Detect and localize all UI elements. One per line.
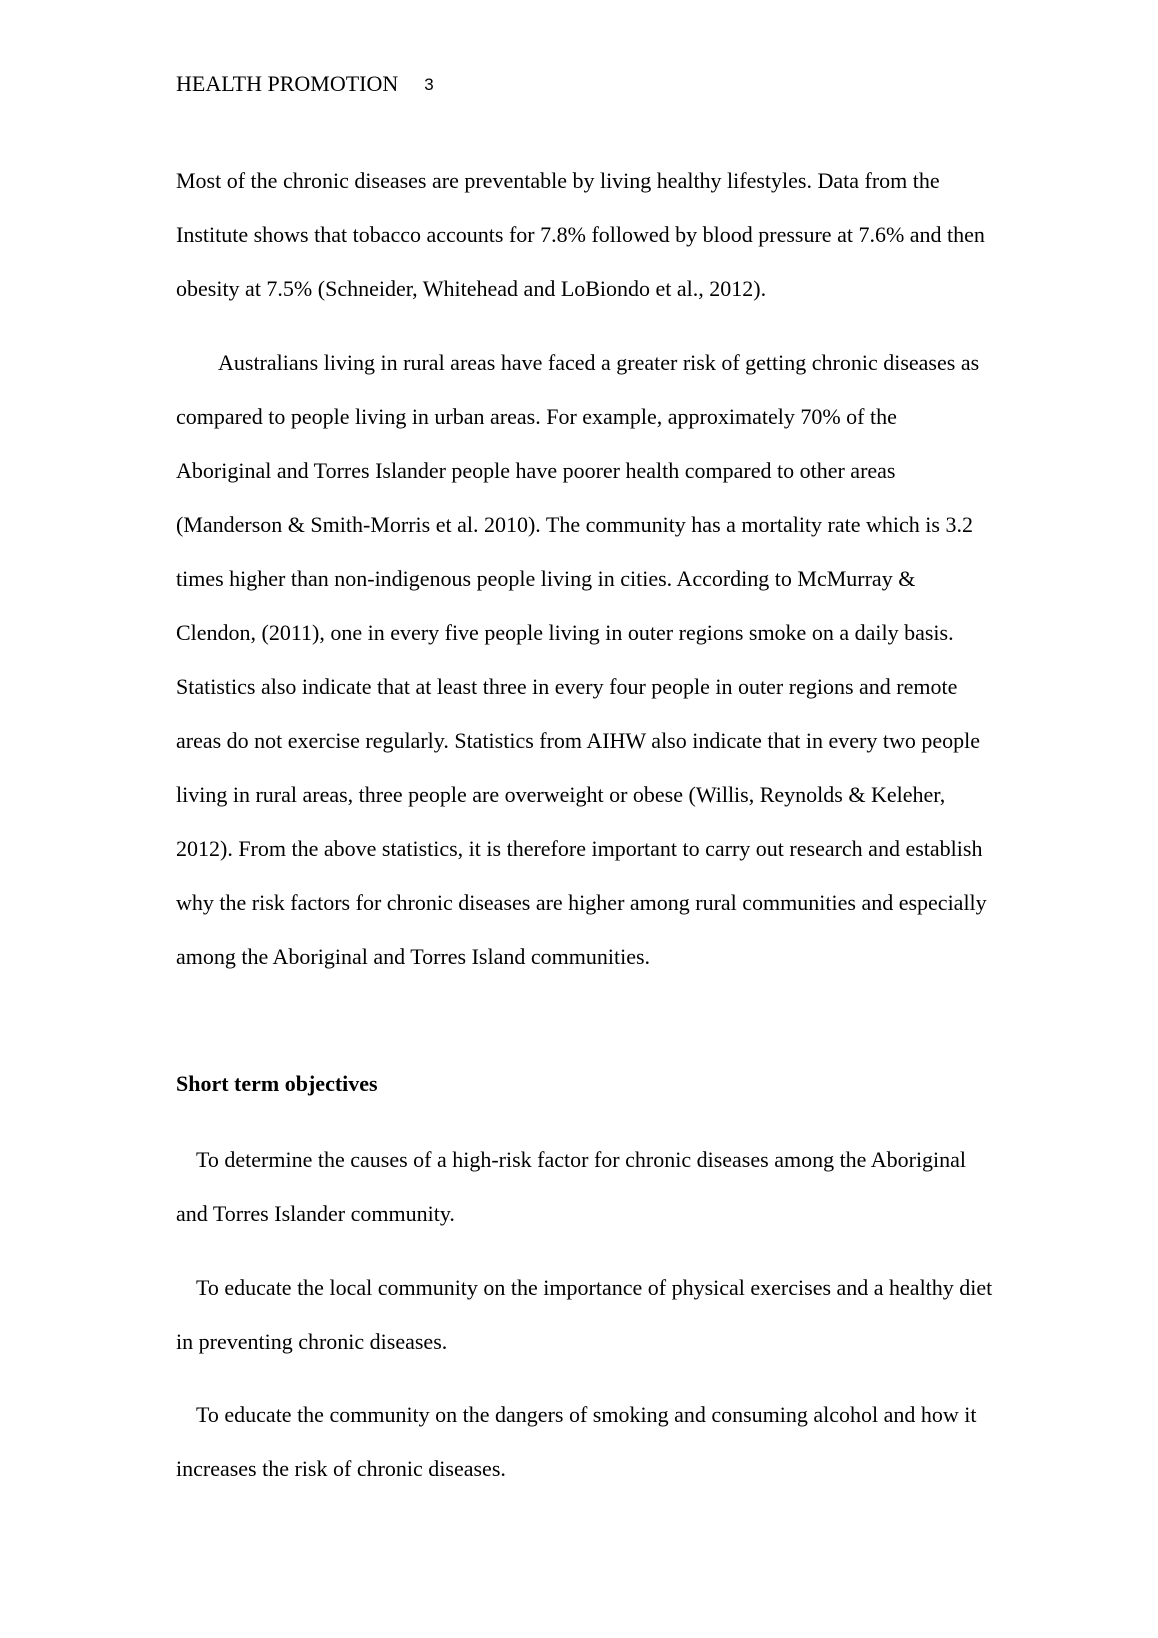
paragraph-rural-risk: Australians living in rural areas have faced a greater risk of getting chronic diseases as compared to people living in urban areas. For example, approximately 70% of the Aboriginal and Torres Islander people have poorer health compared to other areas (Manderson & Smith-Morris et al. 2010). The community has a mortality rate which is 3.2 times higher than non-indigenous people living in cities. According to McMurray & Clendon, (2011), one in every five people living in outer regions smoke on a daily basis. Statistics also indicate that at least three in every four people in outer regions and remote areas do not exercise regularly. Statistics from AIHW also indicate that in every two people living in rural areas, three people are overweight or obese (Willis, Reynolds & Keleher, 2012). From the above statistics, it is therefore important to carry out research and establish why the risk factors for chronic diseases are higher among rural communities and especially among the Aboriginal and Torres Island communities. — [176, 350, 987, 969]
objective-item: To educate the community on the dangers of smoking and consuming alcohol and how it increases the risk of chronic diseases. — [176, 1402, 977, 1481]
section-heading-objectives: Short term objectives — [176, 1071, 378, 1096]
running-header — [176, 69, 434, 100]
paragraph-intro: Most of the chronic diseases are preventable by living healthy lifestyles. Data from the Institute shows that tobacco accounts for 7.8% followed by blood pressure at 7.6% and then obesity at 7.5% (Schneider, Whitehead and LoBiondo et al., 2012). — [176, 168, 985, 301]
page-number: 3 — [424, 75, 434, 94]
objective-item: To determine the causes of a high-risk factor for chronic diseases among the Aboriginal and Torres Islander community. — [176, 1147, 967, 1226]
objective-item: To educate the local community on the importance of physical exercises and a healthy diet in preventing chronic diseases. — [176, 1275, 993, 1354]
header-title: HEALTH PROMOTION — [176, 71, 399, 96]
